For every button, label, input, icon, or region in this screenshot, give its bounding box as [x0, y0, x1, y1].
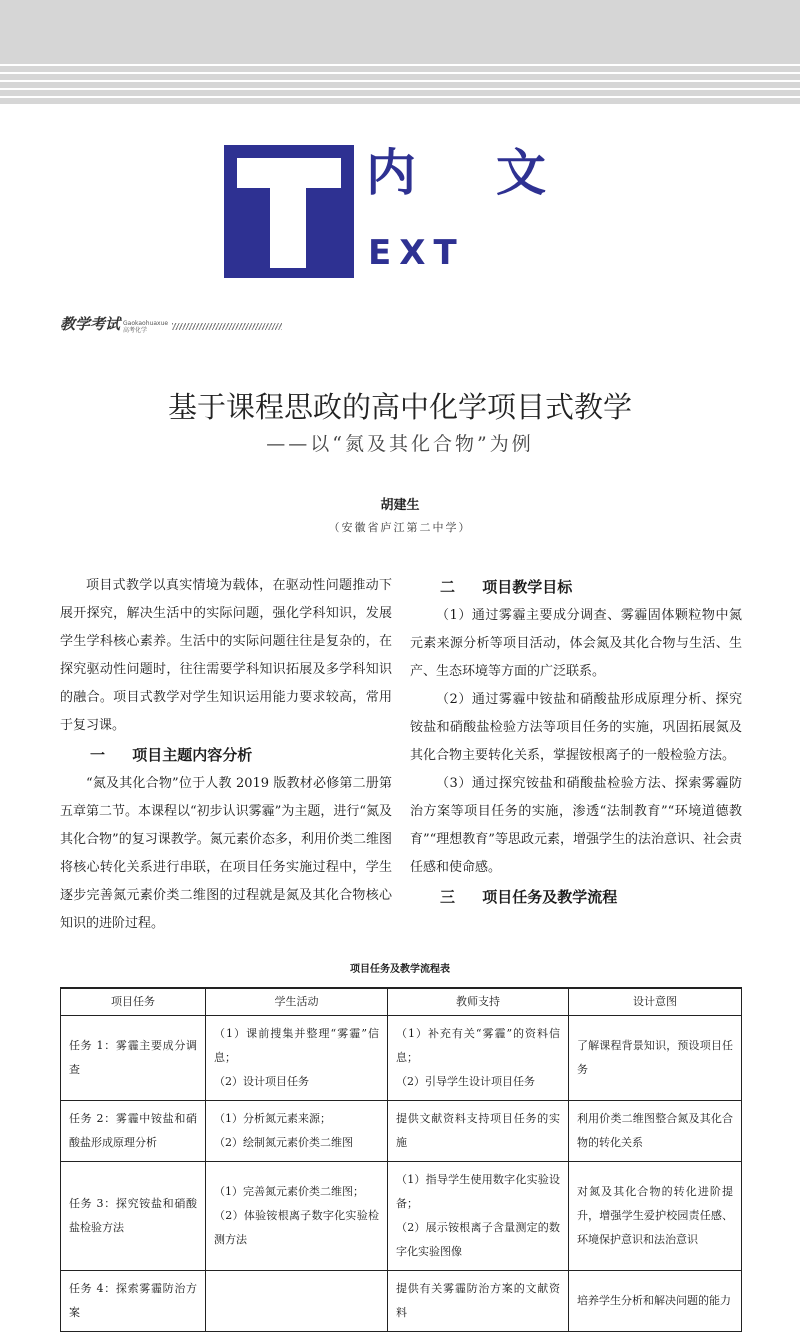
cell-line: （2）设计项目任务: [214, 1074, 309, 1088]
table-header: 设计意图: [569, 988, 742, 1015]
logo-char-nei: 内: [366, 144, 416, 202]
table-header: 项目任务: [61, 988, 206, 1015]
cell-line: （2）展示铵根离子含量测定的数字化实验图像: [396, 1220, 560, 1258]
intent-cell: 对氮及其化合物的转化进阶提升，增强学生爱护校园责任感、环境保护意识和法治意识: [569, 1161, 742, 1270]
header-stripe: [0, 88, 800, 90]
goal-paragraph-3: （3）通过探究铵盐和硝酸盐检验方法、探索雾霾防治方案等项目任务的实施，渗透“法制教育”“环境道德教育”“理想教育”等思政元素，增强学生的法治意识、社会责任感和使命感。: [410, 776, 742, 875]
cell-line: （1）指导学生使用数字化实验设备；: [396, 1172, 560, 1210]
table-row: [61, 1161, 742, 1270]
goal-paragraph-1: （1）通过雾霾主要成分调查、雾霾固体颗粒物中氮元素来源分析等项目活动，体会氮及其化合物与生活、生产、生态环境等方面的广泛联系。: [410, 608, 742, 679]
article-subtitle: ——以“氮及其化合物”为例: [266, 433, 534, 455]
table-row: [61, 1100, 742, 1161]
cell-line: 提供文献资料支持项目任务的实施: [396, 1111, 560, 1149]
journal-sub-en: Gaokaohuaxue: [123, 320, 169, 327]
teacher-cell: [388, 1270, 569, 1331]
cell-line: （1）课前搜集并整理“雾霾”信息；: [214, 1026, 379, 1064]
logo-ext: EXT: [368, 233, 465, 273]
flow-table: [60, 987, 742, 1332]
journal-sub-cn: 高考化学: [123, 327, 148, 334]
teacher-cell: [388, 1100, 569, 1161]
section-1-paragraph: “氮及其化合物”位于人教 2019 版教材必修第二册第五章第二节。本课程以“初步认识雾霾”为主题，进行“氮及其化合物”的复习课教学。氮元素价态多，利用价类二维图将核心转化关系进行串联，在项目任务实施过程中，学生逐步完善氮元素价类二维图的过程就是氮及其化合物核心知识的进阶过程。: [60, 776, 392, 931]
table-title: 项目任务及教学流程表: [350, 964, 450, 975]
cell-line: （2）绘制氮元素价类二维图: [214, 1135, 353, 1149]
task-cell: 任务 1：雾霾主要成分调查: [61, 1015, 206, 1100]
journal-label: [60, 312, 282, 334]
journal-hatch: [172, 323, 282, 330]
logo-char-wen: 文: [496, 144, 546, 202]
task-cell: 任务 4：探索雾霾防治方案: [61, 1270, 206, 1331]
cell-line: （2）引导学生设计项目任务: [396, 1074, 535, 1088]
header-band: [0, 0, 800, 104]
teacher-cell: [388, 1161, 569, 1270]
task-cell: 任务 2：雾霾中铵盐和硝酸盐形成原理分析: [61, 1100, 206, 1161]
table-row: [61, 1015, 742, 1100]
intent-cell: 培养学生分析和解决问题的能力: [569, 1270, 742, 1331]
task-cell: 任务 3：探究铵盐和硝酸盐检验方法: [61, 1161, 206, 1270]
header-stripe: [0, 72, 800, 74]
cell-line: （1）补充有关“雾霾”的资料信息；: [396, 1026, 560, 1064]
right-column: [410, 572, 742, 912]
intent-cell: 利用价类二维图整合氮及其化合物的转化关系: [569, 1100, 742, 1161]
student-cell: [206, 1161, 388, 1270]
section-heading-2: 二 项目教学目标: [440, 578, 573, 596]
article-title: 基于课程思政的高中化学项目式教学: [167, 390, 632, 424]
affiliation: （安徽省庐江第二中学）: [328, 521, 472, 534]
section-heading-1: 一 项目主题内容分析: [90, 746, 253, 764]
cell-line: （1）完善氮元素价类二维图；: [214, 1184, 364, 1198]
table-header: 学生活动: [206, 988, 388, 1015]
text-logo-icon: [224, 145, 354, 278]
student-cell: [206, 1015, 388, 1100]
intro-paragraph: 项目式教学以真实情境为载体，在驱动性问题推动下展开探究，解决生活中的实际问题，强化学科知识，发展学生学科核心素养。生活中的实际问题往往是复杂的，在探究驱动性问题时，往往需要学科知识拓展及多学科知识的融合。项目式教学对学生知识运用能力要求较高，常用于复习课。: [60, 578, 392, 733]
journal-name: 教学考试: [60, 315, 121, 333]
author: 胡建生: [380, 498, 420, 513]
header-stripe: [0, 96, 800, 98]
journal-sub: [123, 320, 168, 334]
section-heading-3: 三 项目任务及教学流程: [440, 888, 618, 906]
table-header: 教师支持: [388, 988, 569, 1015]
cell-line: 提供有关雾霾防治方案的文献资料: [396, 1281, 560, 1319]
left-column: [60, 572, 392, 938]
teacher-cell: [388, 1015, 569, 1100]
cell-line: （1）分析氮元素来源；: [214, 1111, 331, 1125]
table-header-row: [61, 988, 742, 1015]
student-cell: [206, 1100, 388, 1161]
table-row: [61, 1270, 742, 1331]
goal-paragraph-2: （2）通过雾霾中铵盐和硝酸盐形成原理分析、探究铵盐和硝酸盐检验方法等项目任务的实施，巩固拓展氮及其化合物主要转化关系，掌握铵根离子的一般检验方法。: [410, 692, 742, 763]
student-cell: [206, 1270, 388, 1331]
cell-line: （2）体验铵根离子数字化实验检测方法: [214, 1208, 379, 1246]
header-stripe: [0, 64, 800, 66]
intent-cell: 了解课程背景知识，预设项目任务: [569, 1015, 742, 1100]
header-stripe: [0, 80, 800, 82]
